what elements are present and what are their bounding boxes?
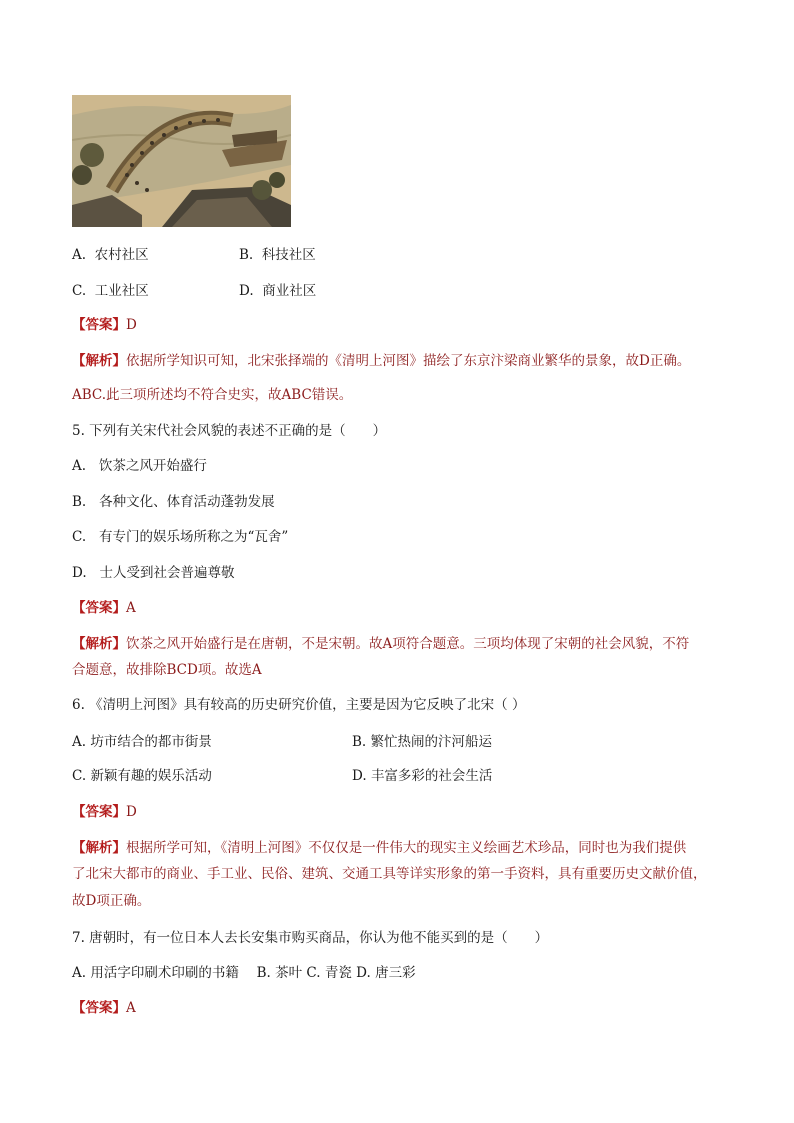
q6-option-a: A. 坊市结合的都市街景: [72, 734, 212, 750]
q5-analysis-line1: 【解析】饮茶之风开始盛行是在唐朝，不是宋朝。故A项符合题意。三项均体现了宋朝的社会风貌，不符: [72, 636, 690, 652]
q5-answer: 【答案】A: [72, 600, 136, 616]
q4-analysis-line1: 【解析】依据所学知识可知，北宋张择端的《清明上河图》描绘了东京汴梁商业繁华的景象，故D正确。: [72, 353, 691, 369]
q5-option-c: C. 有专门的娱乐场所称之为“瓦舍”: [72, 529, 289, 545]
q6-question: 6. 《清明上河图》具有较高的历史研究价值，主要是因为它反映了北宋（ ）: [72, 697, 526, 713]
q7-options: A. 用活字印刷术印刷的书籍 B. 茶叶 C. 青瓷 D. 唐三彩: [72, 965, 416, 981]
q5-analysis-line2: 合题意，故排除BCD项。故选A: [72, 662, 262, 678]
q7-answer: 【答案】A: [72, 1000, 136, 1016]
q5-option-b: B. 各种文化、体育活动蓬勃发展: [72, 494, 275, 510]
q6-answer: 【答案】D: [72, 804, 137, 820]
q7-question: 7. 唐朝时，有一位日本人去长安集市购买商品，你认为他不能买到的是（ ）: [72, 930, 549, 946]
q4-option-b: B. 科技社区: [239, 247, 316, 263]
q6-analysis-line3: 故D项正确。: [72, 893, 151, 909]
q6-analysis-line2: 了北宋大都市的商业、手工业、民俗、建筑、交通工具等详实形象的第一手资料，具有重要历史文献价值，: [72, 866, 707, 882]
q4-analysis-line2: ABC.此三项所述均不符合史实，故ABC错误。: [72, 387, 353, 403]
q4-option-d: D. 商业社区: [239, 283, 317, 299]
q4-answer: 【答案】D: [72, 317, 137, 333]
q5-option-a: A. 饮茶之风开始盛行: [72, 458, 207, 474]
q4-option-c: C. 工业社区: [72, 283, 149, 299]
q6-analysis-line1: 【解析】根据所学可知，《清明上河图》不仅仅是一件伟大的现实主义绘画艺术珍品，同时也为我们提供: [72, 840, 687, 856]
qingming-painting-image: [72, 95, 291, 227]
q5-question: 5. 下列有关宋代社会风貌的表述不正确的是（ ）: [72, 423, 387, 439]
q6-option-c: C. 新颖有趣的娱乐活动: [72, 768, 212, 784]
q4-option-a: A. 农村社区: [72, 247, 149, 263]
q6-option-b: B. 繁忙热闹的汴河船运: [352, 734, 493, 750]
q6-option-d: D. 丰富多彩的社会生活: [352, 768, 493, 784]
q5-option-d: D. 士人受到社会普遍尊敬: [72, 565, 235, 581]
